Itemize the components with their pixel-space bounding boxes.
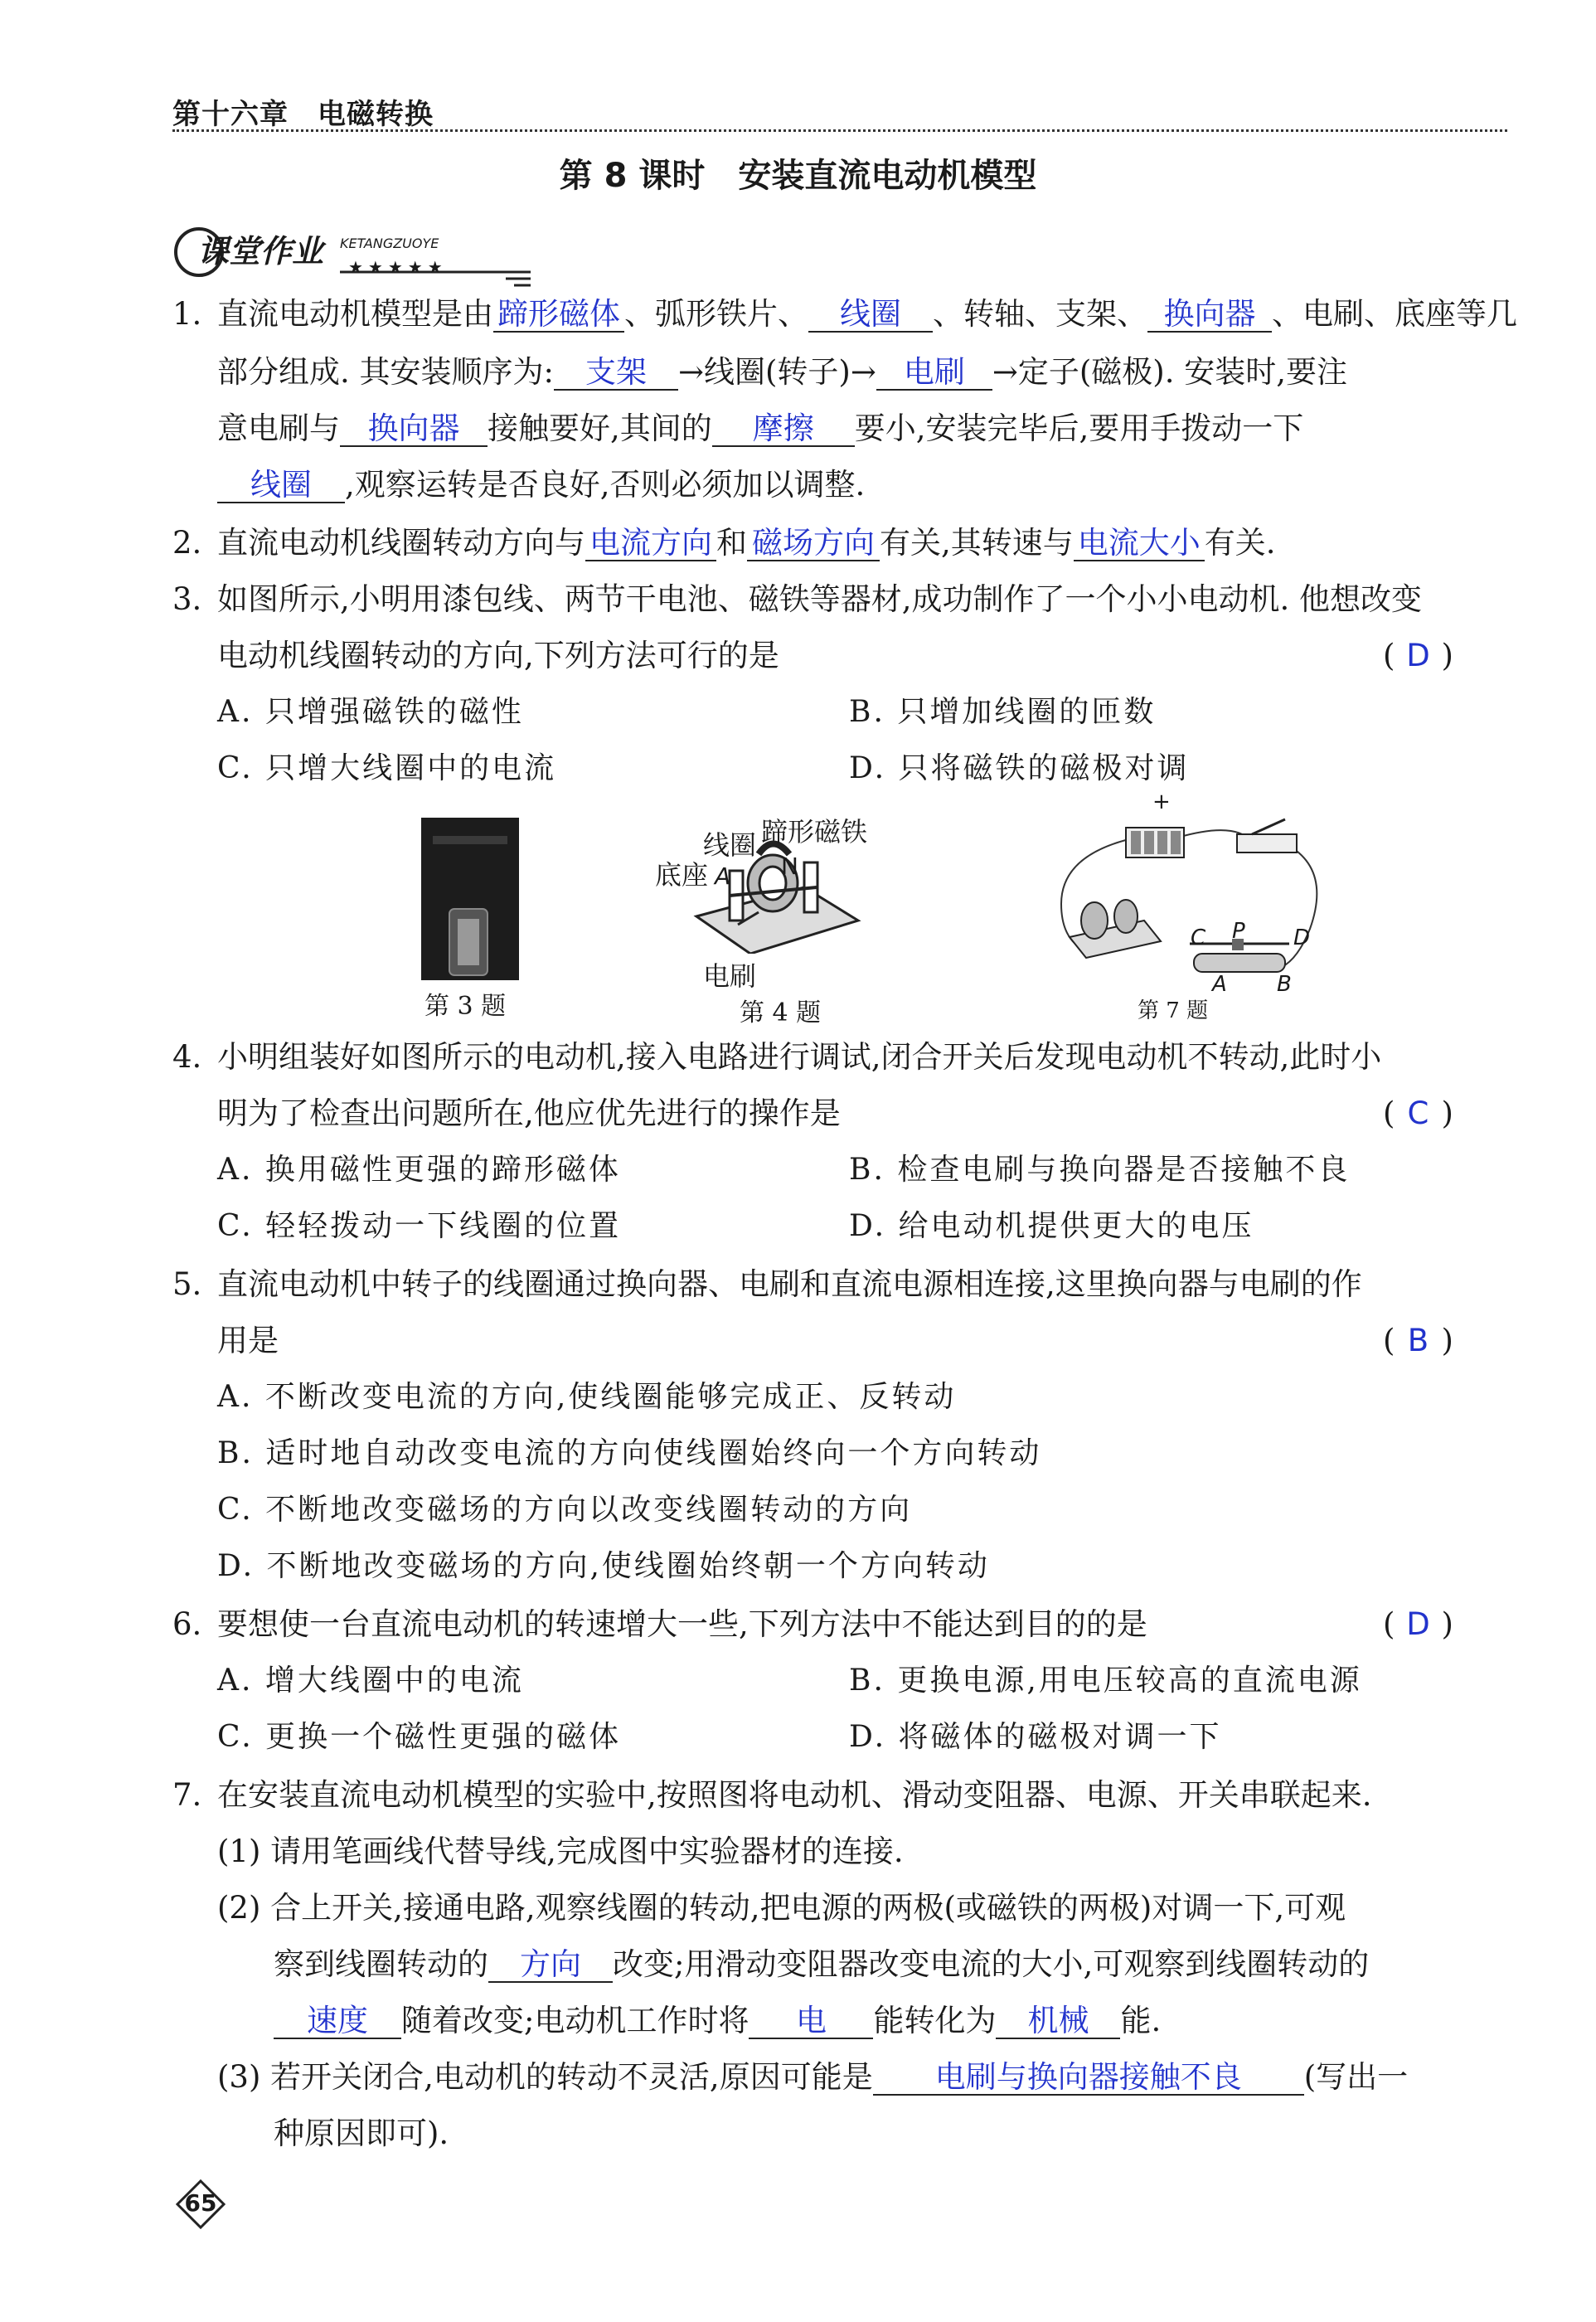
q1-line3 (217, 408, 1303, 449)
chapter-heading: 第十六章 电磁转换 (172, 98, 434, 131)
q6-option-d: D. 将磁体的磁极对调一下 (849, 1720, 1222, 1754)
figure-4-label-a: A (715, 862, 731, 890)
q4-option-d: D. 给电动机提供更大的电压 (849, 1209, 1254, 1243)
q7-text: 改变;用滑动变阻器改变电流的大小,可观察到线圈转动的 (613, 1946, 1370, 1982)
q3-option-c: C. 只增大线圈中的电流 (217, 751, 557, 785)
q4-line2: 明为了检查出问题所在,他应优先进行的操作是 (217, 1095, 841, 1131)
q3-text: 如图所示,小明用漆包线、两节干电池、磁铁等器材,成功制作了一个小小电动机. 他想改变 (217, 581, 1423, 617)
q3-option-d: D. 只将磁铁的磁极对调 (849, 751, 1190, 785)
q7-text: 随着改变;电动机工作时将 (401, 2003, 749, 2038)
q6-number: 6. (172, 1606, 202, 1642)
q7-part2-line1: (2) 合上开关,接通电路,观察线圈的转动,把电源的两极(或磁铁的两极)对调一下,可观 (217, 1890, 1346, 1926)
figure-7-label-c: C (1191, 925, 1206, 950)
q7-blank-2[interactable]: 速度 (274, 2004, 401, 2039)
q7-part1: (1) 请用笔画线代替导线,完成图中实验器材的连接. (217, 1834, 904, 1869)
figure-3-caption: 第 3 题 (424, 992, 507, 1021)
figure-4-base-label: 底座 (655, 859, 709, 891)
figure-4-caption: 第 4 题 (740, 998, 822, 1027)
q5-option-a: A. 不断改变电流的方向,使线圈能够完成正、反转动 (217, 1380, 957, 1414)
q5-line2: 用是 (217, 1323, 279, 1358)
lesson-title: 第 8 课时 安装直流电动机模型 (559, 157, 1037, 195)
q6-option-a: A. 增大线圈中的电流 (217, 1664, 524, 1698)
banner-title: 课堂作业 (197, 233, 324, 270)
q3-option-a: A. 只增强磁铁的磁性 (217, 695, 524, 729)
figure-4-magnet-label: 蹄形磁铁 (761, 816, 868, 848)
q2-text: 有关. (1204, 525, 1276, 561)
q5-number: 5. (172, 1266, 202, 1302)
q6-line1 (172, 1604, 1147, 1645)
q4-answer-value[interactable]: C (1407, 1095, 1429, 1131)
q2-number: 2. (172, 525, 202, 561)
q4-line1 (172, 1037, 1381, 1078)
q7-text: 能转化为 (873, 2003, 997, 2038)
q7-part3-line2: 种原因即可). (274, 2116, 449, 2151)
q4-number: 4. (172, 1039, 202, 1075)
q3-answer-value[interactable]: D (1406, 638, 1430, 673)
q1-blank-5[interactable]: 电刷 (876, 356, 992, 391)
q1-text: 、弧形铁片、 (624, 296, 808, 332)
q5-line1 (172, 1264, 1362, 1305)
q2-text: 有关,其转速与 (880, 525, 1074, 561)
q4-text: 小明组装好如图所示的电动机,接入电路进行调试,闭合开关后发现电动机不转动,此时小 (217, 1039, 1382, 1075)
q5-answer: ( B ) (1383, 1320, 1453, 1362)
q6-option-b: B. 更换电源,用电压较高的直流电源 (849, 1664, 1362, 1698)
q1-text: 意电刷与 (217, 410, 340, 446)
q1-blank-7[interactable]: 摩擦 (712, 412, 855, 447)
header-divider (172, 129, 1507, 132)
q5-answer-value[interactable]: B (1407, 1323, 1429, 1358)
q7-text: (写出一 (1303, 2059, 1409, 2095)
q6-text: 要想使一台直流电动机的转速增大一些,下列方法中不能达到目的的是 (217, 1606, 1147, 1642)
q7-line1 (172, 1775, 1372, 1816)
q7-part3-line1 (217, 2057, 1408, 2098)
figure-4-brush-label: 电刷 (703, 960, 757, 992)
figure-7-label-b: B (1277, 972, 1292, 997)
q3-option-b: B. 只增加线圈的匝数 (849, 695, 1157, 729)
q3-line2: 电动机线圈转动的方向,下列方法可行的是 (217, 638, 779, 673)
q3-line1 (172, 579, 1422, 620)
q7-part2-line2 (274, 1944, 1369, 1985)
q1-blank-1[interactable]: 蹄形磁体 (493, 298, 624, 333)
figure-7-label-d: D (1293, 925, 1311, 950)
figure-7-label-p: P (1232, 919, 1245, 944)
q1-blank-3[interactable]: 换向器 (1147, 298, 1272, 333)
q5-option-c: C. 不断地改变磁场的方向以改变线圈转动的方向 (217, 1493, 913, 1527)
q1-blank-4[interactable]: 支架 (554, 356, 678, 391)
q7-text: 在安装直流电动机模型的实验中,按照图将电动机、滑动变阻器、电源、开关串联起来. (217, 1777, 1372, 1813)
q7-text: 能. (1120, 2003, 1162, 2038)
q1-blank-6[interactable]: 换向器 (340, 412, 488, 447)
q3-answer: ( D ) (1383, 635, 1453, 677)
q4-option-a: A. 换用磁性更强的蹄形磁体 (217, 1153, 621, 1187)
banner-subtitle: KETANGZUOYE (340, 236, 439, 251)
q1-text: 、转轴、支架、 (933, 296, 1147, 332)
figure-3-photo (421, 818, 519, 980)
q1-line1 (172, 294, 1517, 335)
q1-line2 (217, 352, 1347, 393)
q7-blank-1[interactable]: 方向 (488, 1948, 613, 1983)
q2-blank-1[interactable]: 电流方向 (585, 527, 716, 561)
q1-line4 (217, 464, 865, 506)
q4-answer: ( C ) (1383, 1093, 1453, 1134)
q1-text: 部分组成. 其安装顺序为: (217, 354, 554, 390)
q7-blank-5[interactable]: 电刷与换向器接触不良 (873, 2061, 1304, 2096)
q6-option-c: C. 更换一个磁性更强的磁体 (217, 1720, 622, 1754)
q7-part2-line3 (274, 2000, 1161, 2042)
q6-answer-value[interactable]: D (1406, 1606, 1430, 1642)
q4-option-c: C. 轻轻拨动一下线圈的位置 (217, 1209, 622, 1243)
q1-text: ,观察运转是否良好,否则必须加以调整. (345, 467, 866, 503)
q6-answer: ( D ) (1383, 1604, 1453, 1645)
q1-text: →定子(磁极). 安装时,要注 (992, 354, 1348, 390)
q1-blank-2[interactable]: 线圈 (808, 298, 933, 333)
q5-text: 直流电动机中转子的线圈通过换向器、电刷和直流电源相连接,这里换向器与电刷的作 (217, 1266, 1362, 1302)
q1-number: 1. (172, 296, 202, 332)
q5-option-d: D. 不断地改变磁场的方向,使线圈始终朝一个方向转动 (217, 1549, 990, 1583)
q2-text: 直流电动机线圈转动方向与 (217, 525, 585, 561)
q7-text: (3) 若开关闭合,电动机的转动不灵活,原因可能是 (217, 2059, 873, 2095)
q4-option-b: B. 检查电刷与换向器是否接触不良 (849, 1153, 1351, 1187)
q1-text: →线圈(转子)→ (678, 354, 876, 390)
q1-text: 直流电动机模型是由 (217, 296, 493, 332)
q7-blank-4[interactable]: 机械 (996, 2004, 1120, 2039)
q7-number: 7. (172, 1777, 202, 1813)
q2-text: 和 (716, 525, 747, 561)
page-number: 65 (184, 2189, 217, 2217)
q5-option-b: B. 适时地自动改变电流的方向使线圈始终向一个方向转动 (217, 1436, 1042, 1470)
q2-line (172, 522, 1276, 564)
figure-4-label-n: N (781, 853, 798, 880)
figure-4-coil-label: 线圈 (703, 829, 757, 861)
q2-blank-3[interactable]: 电流大小 (1074, 527, 1205, 561)
figure-7-caption: 第 7 题 (1138, 998, 1209, 1023)
q7-blank-3[interactable]: 电 (749, 2004, 873, 2039)
q1-text: 要小,安装完毕后,要用手拨动一下 (854, 410, 1304, 446)
figure-7-label-a: A (1212, 972, 1227, 997)
figure-7-plus: + (1152, 789, 1171, 814)
figure-7-circuit (1045, 804, 1327, 995)
q2-blank-2[interactable]: 磁场方向 (747, 527, 880, 561)
q7-text: 察到线圈转动的 (274, 1946, 488, 1982)
q1-blank-8[interactable]: 线圈 (217, 469, 345, 503)
q1-text: 、电刷、底座等几 (1272, 296, 1517, 332)
q1-text: 接触要好,其间的 (488, 410, 712, 446)
q3-number: 3. (172, 581, 202, 617)
banner-stars: ★★★★★ (348, 257, 448, 277)
